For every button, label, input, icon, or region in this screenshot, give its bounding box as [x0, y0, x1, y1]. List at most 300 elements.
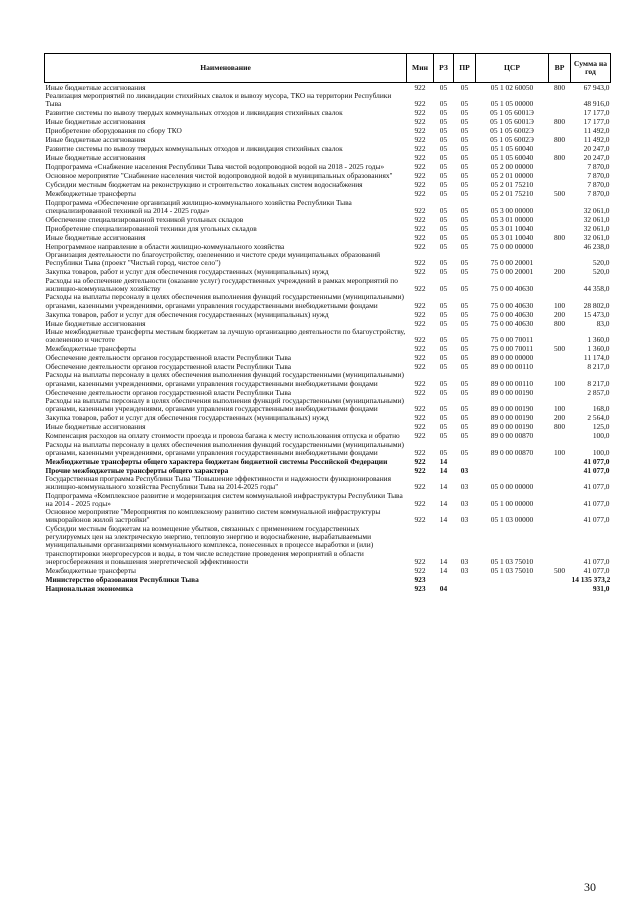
table-row: [45, 457, 611, 466]
cell-vr: [549, 466, 571, 475]
cell-csr: 05 2 01 75210: [490, 189, 534, 199]
cell-pr: 03: [460, 465, 469, 475]
cell-min: 922: [414, 413, 426, 423]
cell-sum: 7 870,0: [587, 180, 610, 190]
cell-vr: [549, 575, 571, 584]
header-min: Мин: [407, 54, 434, 83]
cell-sum: 2 857,0: [587, 387, 610, 397]
cell-vr: [549, 163, 571, 172]
cell-pr: 05: [460, 144, 469, 154]
cell-min: 922: [414, 214, 426, 224]
cell-vr: [549, 127, 571, 136]
table-row: [45, 475, 611, 492]
cell-min: 922: [414, 162, 426, 172]
cell-name: Непрограммное направление в области жилищно-коммунального хозяйства: [45, 241, 285, 251]
cell-sum: 520,0: [592, 258, 610, 268]
cell-sum: 32 061,0: [583, 232, 610, 242]
header-pr: ПР: [454, 54, 476, 83]
cell-name: Межбюджетные трансферты: [45, 565, 136, 575]
cell-rz: 14: [439, 482, 448, 492]
cell-sum: 67 943,0: [583, 82, 610, 92]
table-row: [45, 109, 611, 118]
cell-min: 922: [414, 108, 426, 118]
table-row: [45, 127, 611, 136]
cell-sum: 32 061,0: [583, 214, 610, 224]
cell-csr: 05 3 01 10040: [490, 232, 534, 242]
cell-name: Иные бюджетные ассигнования: [45, 318, 146, 328]
cell-csr: 75 0 00 20001: [490, 267, 534, 277]
cell-sum: 41 077,0: [583, 565, 610, 575]
cell-csr: 05 1 00 00000: [490, 498, 534, 508]
cell-pr: 05: [460, 99, 469, 109]
cell-sum: 8 217,0: [587, 378, 610, 388]
cell-name: Иные бюджетные ассигнования: [45, 422, 146, 432]
cell-name: Обеспечение деятельности органов государственной власти Республики Тыва: [45, 353, 292, 363]
cell-sum: 20 247,0: [583, 153, 610, 163]
cell-sum: 17 177,0: [583, 108, 610, 118]
cell-pr: 05: [460, 362, 469, 372]
header-sum: Сумма на год: [571, 54, 611, 83]
cell-csr: 89 0 00 00110: [490, 378, 534, 388]
cell-rz: 05: [439, 309, 448, 319]
cell-rz: 05: [439, 300, 448, 310]
cell-rz: 05: [439, 362, 448, 372]
cell-vr: [549, 109, 571, 118]
cell-sum: 44 358,0: [583, 283, 610, 293]
cell-vr: [549, 492, 571, 509]
cell-pr: [454, 575, 476, 584]
cell-name: Приобретение специализированной техники для угольных складов: [45, 223, 257, 233]
cell-vr: [549, 199, 571, 216]
cell-csr: 05 2 01 00000: [490, 171, 534, 181]
cell-name: Закупка товаров, работ и услуг для обеспечения государственных (муниципальных) нужд: [45, 309, 329, 319]
table-row: [45, 441, 611, 458]
cell-min: 922: [414, 353, 426, 363]
cell-name: Расходы на выплаты персоналу в целях обеспечения выполнения функций государственными (муниципальными) органами, казенными учреждениями, органами управления государственными внебюджетными фондами: [45, 439, 404, 457]
cell-csr: 05 1 02 60050: [490, 82, 534, 92]
cell-csr: 75 0 00 00000: [490, 241, 534, 251]
table-row: [45, 224, 611, 233]
cell-min: 922: [414, 362, 426, 372]
cell-pr: 05: [460, 344, 469, 354]
table-row: [45, 293, 611, 310]
cell-vr: 800: [553, 117, 566, 127]
cell-name: Иные бюджетные ассигнования: [45, 232, 146, 242]
cell-name: Закупка товаров, работ и услуг для обеспечения государственных (муниципальных) нужд: [45, 413, 329, 423]
table-row: [45, 181, 611, 190]
cell-pr: 05: [460, 117, 469, 127]
cell-rz: 05: [439, 404, 448, 414]
cell-sum: 11 174,0: [583, 353, 610, 363]
cell-vr: 500: [553, 189, 566, 199]
cell-pr: 05: [460, 205, 469, 215]
cell-min: 922: [414, 180, 426, 190]
table-row: [45, 310, 611, 319]
cell-sum: 125,0: [592, 422, 610, 432]
cell-pr: 05: [460, 126, 469, 136]
cell-csr: 89 0 00 00190: [490, 387, 534, 397]
cell-sum: 931,0: [592, 583, 610, 593]
cell-min: 923: [414, 583, 426, 593]
cell-sum: 28 802,0: [583, 300, 610, 310]
cell-vr: 100: [553, 300, 566, 310]
cell-sum: 168,0: [592, 404, 610, 414]
cell-min: 922: [414, 378, 426, 388]
cell-vr: [549, 277, 571, 294]
cell-min: 923: [414, 574, 426, 584]
cell-vr: 800: [553, 82, 566, 92]
cell-vr: [549, 362, 571, 371]
page-number: 30: [584, 880, 596, 894]
cell-vr: 800: [553, 153, 566, 163]
cell-csr: 89 0 00 00870: [490, 447, 534, 457]
cell-min: 922: [414, 232, 426, 242]
cell-min: 922: [414, 135, 426, 145]
cell-csr: 05 2 01 75210: [490, 180, 534, 190]
cell-rz: [434, 575, 454, 584]
table-row: [45, 584, 611, 593]
cell-sum: 41 077,0: [583, 465, 610, 475]
cell-min: 922: [414, 482, 426, 492]
cell-csr: 75 0 00 40630: [490, 283, 534, 293]
table-row: [45, 145, 611, 154]
cell-csr: 75 0 00 20001: [490, 258, 534, 268]
cell-min: 922: [414, 223, 426, 233]
table-row: [45, 251, 611, 268]
cell-rz: 05: [439, 126, 448, 136]
cell-pr: [454, 457, 476, 466]
cell-min: 922: [414, 447, 426, 457]
table-row: [45, 233, 611, 242]
cell-rz: 14: [439, 556, 448, 566]
cell-sum: 20 247,0: [583, 144, 610, 154]
header-vr: ВР: [549, 54, 571, 83]
cell-sum: 14 135 373,2: [571, 574, 611, 584]
cell-sum: 32 061,0: [583, 223, 610, 233]
cell-pr: 05: [460, 378, 469, 388]
cell-pr: 03: [460, 498, 469, 508]
cell-vr: [549, 145, 571, 154]
cell-csr: 05 2 00 00000: [490, 162, 534, 172]
cell-min: 922: [414, 556, 426, 566]
cell-pr: 03: [460, 482, 469, 492]
cell-min: 922: [414, 241, 426, 251]
table-row: [45, 371, 611, 388]
cell-name: Обеспечение специализированной техникой угольных складов: [45, 214, 244, 224]
cell-min: 922: [414, 153, 426, 163]
cell-sum: 15 473,0: [583, 309, 610, 319]
cell-name: Межбюджетные трансферты: [45, 344, 136, 354]
cell-csr: 75 0 00 40630: [490, 309, 534, 319]
cell-vr: 500: [553, 565, 566, 575]
cell-csr: 05 0 00 00000: [490, 482, 534, 492]
table-body: [45, 83, 611, 594]
cell-csr: 05 1 03 00000: [490, 515, 534, 525]
cell-rz: 05: [439, 344, 448, 354]
cell-sum: 46 238,0: [583, 241, 610, 251]
cell-sum: 8 217,0: [587, 362, 610, 372]
cell-min: 922: [414, 267, 426, 277]
cell-rz: 05: [439, 223, 448, 233]
cell-name: Обеспечение деятельности органов государственной власти Республики Тыва: [45, 387, 292, 397]
cell-rz: 05: [439, 180, 448, 190]
cell-pr: 05: [460, 108, 469, 118]
cell-rz: 05: [439, 108, 448, 118]
cell-min: 922: [414, 456, 426, 466]
cell-sum: 100,0: [592, 431, 610, 441]
cell-sum: 32 061,0: [583, 205, 610, 215]
cell-name: Основное мероприятие "Снабжение населения чистой водопроводной водой в муниципальных образованиях": [45, 171, 393, 181]
cell-rz: 14: [439, 515, 448, 525]
cell-csr: 89 0 00 00190: [490, 422, 534, 432]
cell-name: Субсидии местным бюджетам на реконструкцию и строительство локальных систем водоснабжения: [45, 180, 363, 190]
cell-rz: 05: [439, 171, 448, 181]
cell-csr: 75 0 00 40630: [490, 300, 534, 310]
cell-name: Иные бюджетные ассигнования: [45, 135, 146, 145]
cell-rz: 05: [439, 153, 448, 163]
cell-pr: 05: [460, 189, 469, 199]
cell-sum: 11 492,0: [583, 135, 610, 145]
cell-name: Прочие межбюджетные трансферты общего характера: [45, 465, 229, 475]
cell-pr: 05: [460, 404, 469, 414]
cell-pr: 05: [460, 309, 469, 319]
cell-rz: 05: [439, 422, 448, 432]
cell-sum: 7 870,0: [587, 171, 610, 181]
cell-name: Развитие системы по вывозу твердых коммунальных отходов и ликвидация стихийных свалок: [45, 108, 343, 118]
table-row: [45, 414, 611, 423]
cell-pr: [454, 584, 476, 593]
cell-name: Расходы на выплаты персоналу в целях обеспечения выполнения функций государственными (муниципальными) органами, казенными учреждениями, органами управления государственными внебюджетными фондами: [45, 292, 404, 310]
cell-rz: 05: [439, 144, 448, 154]
cell-pr: 05: [460, 300, 469, 310]
cell-rz: 05: [439, 135, 448, 145]
cell-rz: 14: [439, 565, 448, 575]
cell-vr: 100: [553, 378, 566, 388]
cell-pr: 05: [460, 283, 469, 293]
cell-name: Иные бюджетные ассигнования: [45, 153, 146, 163]
cell-pr: 05: [460, 413, 469, 423]
cell-min: 922: [414, 431, 426, 441]
cell-vr: [549, 224, 571, 233]
cell-sum: 2 564,0: [587, 413, 610, 423]
cell-csr: 05 1 05 60040: [490, 153, 534, 163]
cell-vr: [549, 525, 571, 566]
cell-name: Развитие системы по вывозу твердых коммунальных отходов и ликвидация стихийных свалок: [45, 144, 343, 154]
cell-pr: 05: [460, 267, 469, 277]
cell-pr: 03: [460, 515, 469, 525]
cell-rz: 05: [439, 162, 448, 172]
cell-vr: [549, 92, 571, 109]
cell-vr: [549, 172, 571, 181]
cell-pr: 03: [460, 556, 469, 566]
cell-csr: 05 3 01 10040: [490, 223, 534, 233]
table-row: [45, 344, 611, 353]
cell-csr: 05 1 05 6002Э: [490, 126, 534, 136]
cell-min: 922: [414, 189, 426, 199]
cell-vr: 100: [553, 404, 566, 414]
cell-csr: 05 1 05 6001Э: [490, 108, 534, 118]
cell-vr: [549, 181, 571, 190]
cell-rz: 05: [439, 241, 448, 251]
cell-name: Основное мероприятие "Мероприятия по комплексному развитию систем коммунальной инфраструктуры микрорайонов жилой застройки": [45, 507, 381, 525]
cell-name: Компенсация расходов на оплату стоимости проезда и провоза багажа к месту использования отпуска и обратно: [45, 431, 400, 441]
cell-vr: [549, 388, 571, 397]
cell-min: 922: [414, 515, 426, 525]
cell-min: 922: [414, 404, 426, 414]
cell-csr: 05 3 00 00000: [490, 205, 534, 215]
cell-rz: 05: [439, 214, 448, 224]
table-row: [45, 508, 611, 525]
cell-pr: 05: [460, 387, 469, 397]
cell-pr: 05: [460, 241, 469, 251]
cell-vr: 800: [553, 422, 566, 432]
cell-min: 922: [414, 565, 426, 575]
cell-name: Обеспечение деятельности органов государственной власти Республики Тыва: [45, 362, 292, 372]
table-row: [45, 277, 611, 294]
cell-name: Подпрограмма «Снабжение населения Республики Тыва чистой водопроводной водой на 2018 - 2025 годы»: [45, 162, 385, 172]
cell-vr: 800: [553, 232, 566, 242]
cell-rz: 05: [439, 205, 448, 215]
cell-csr: 05 3 01 00000: [490, 214, 534, 224]
cell-min: 922: [414, 117, 426, 127]
header-csr: ЦСР: [476, 54, 549, 83]
cell-name: Национальная экономика: [45, 583, 134, 593]
cell-min: 922: [414, 344, 426, 354]
cell-sum: 11 492,0: [583, 126, 610, 136]
cell-min: 922: [414, 422, 426, 432]
cell-csr: 89 0 00 00190: [490, 404, 534, 414]
table-row: [45, 575, 611, 584]
cell-csr: 75 0 00 40630: [490, 318, 534, 328]
table-row: [45, 566, 611, 575]
cell-pr: 05: [460, 223, 469, 233]
cell-vr: [549, 353, 571, 362]
table-row: [45, 172, 611, 181]
cell-csr: 89 0 00 00190: [490, 413, 534, 423]
cell-sum: 1 360,0: [587, 335, 610, 345]
cell-csr: 89 0 00 00110: [490, 362, 534, 372]
budget-table: [44, 53, 611, 593]
cell-vr: [549, 328, 571, 345]
cell-pr: 05: [460, 232, 469, 242]
cell-pr: 03: [460, 565, 469, 575]
table-header-row: [45, 54, 611, 83]
cell-sum: 41 077,0: [583, 498, 610, 508]
cell-pr: 05: [460, 318, 469, 328]
cell-pr: 05: [460, 82, 469, 92]
cell-csr: 89 0 00 00000: [490, 353, 534, 363]
cell-vr: 100: [553, 447, 566, 457]
cell-pr: 05: [460, 153, 469, 163]
cell-vr: 200: [553, 267, 566, 277]
cell-csr: [476, 457, 549, 466]
cell-pr: 05: [460, 335, 469, 345]
cell-rz: 05: [439, 387, 448, 397]
cell-name: Государственная программа Республики Тыва "Повышение эффективности и надежности функционирования жилищно-коммунального хозяйства Республики Тыва на 2014-2025 годы": [45, 474, 392, 492]
cell-csr: 75 0 00 70011: [490, 335, 534, 345]
cell-sum: 41 077,0: [583, 556, 610, 566]
cell-vr: 200: [553, 309, 566, 319]
cell-csr: 75 0 00 70011: [490, 344, 534, 354]
cell-name: Расходы на обеспечение деятельности (оказание услуг) государственных учреждений в рамках мероприятий по жилищно-коммунальному хозяйству: [45, 275, 398, 293]
cell-csr: 05 1 05 00000: [490, 99, 534, 109]
cell-rz: 05: [439, 232, 448, 242]
header-name: Наименование: [45, 54, 407, 83]
table-row: [45, 397, 611, 414]
cell-pr: 05: [460, 258, 469, 268]
cell-name: Межбюджетные трансферты: [45, 189, 136, 199]
cell-sum: 7 870,0: [587, 189, 610, 199]
table-row: [45, 492, 611, 509]
cell-min: 922: [414, 258, 426, 268]
cell-csr: 89 0 00 00870: [490, 431, 534, 441]
cell-min: 922: [414, 205, 426, 215]
table-row: [45, 215, 611, 224]
cell-name: Иные межбюджетные трансферты местным бюджетам за лучшую организацию деятельности по благоустройству, озеленению и чистоте: [45, 326, 406, 345]
cell-vr: [549, 508, 571, 525]
cell-csr: [476, 584, 549, 593]
cell-csr: 05 1 03 75010: [490, 565, 534, 575]
cell-vr: [549, 251, 571, 268]
cell-name: Расходы на выплаты персоналу в целях обеспечения выполнения функций государственными (муниципальными) органами, казенными учреждениями, органами управления государственными внебюджетными фондами: [45, 370, 404, 388]
cell-rz: 05: [439, 267, 448, 277]
cell-min: 922: [414, 498, 426, 508]
cell-rz: 05: [439, 335, 448, 345]
table-row: [45, 118, 611, 127]
cell-vr: 200: [553, 413, 566, 423]
cell-name: Расходы на выплаты персоналу в целях обеспечения выполнения функций государственными (муниципальными) органами, казенными учреждениями, органами управления государственными внебюджетными фондами: [45, 395, 404, 414]
table-row: [45, 423, 611, 432]
cell-vr: [549, 242, 571, 251]
cell-rz: 14: [439, 465, 448, 475]
cell-name: Подпрограмма «Комплексное развитие и модернизация систем коммунальной инфраструктуры Республики Тыва на 2014 - 2025 годы»: [45, 490, 403, 508]
table-row: [45, 163, 611, 172]
cell-min: 922: [414, 283, 426, 293]
cell-name: Организация деятельности по благоустройству, озеленению и чистоте среди муниципальных образований Республики Тыва (проект "Чистый город, чистое село"): [45, 250, 381, 268]
cell-pr: 05: [460, 162, 469, 172]
cell-sum: 520,0: [592, 267, 610, 277]
cell-pr: 05: [460, 180, 469, 190]
cell-sum: 48 916,0: [583, 99, 610, 109]
cell-vr: 800: [553, 135, 566, 145]
table-row: [45, 92, 611, 109]
cell-vr: [549, 584, 571, 593]
cell-sum: 1 360,0: [587, 344, 610, 354]
cell-name: Закупка товаров, работ и услуг для обеспечения государственных (муниципальных) нужд: [45, 267, 329, 277]
cell-name: Министерство образования Республики Тыва: [45, 574, 199, 584]
cell-vr: 800: [553, 318, 566, 328]
cell-rz: 05: [439, 413, 448, 423]
cell-name: Иные бюджетные ассигнования: [45, 117, 146, 127]
cell-csr: [476, 575, 549, 584]
cell-min: 922: [414, 465, 426, 475]
cell-name: Реализация мероприятий по ликвидации стихийных свалок и вывозу мусора, ТКО на территории Республики Тыва: [45, 91, 392, 109]
cell-pr: 05: [460, 353, 469, 363]
cell-min: 922: [414, 126, 426, 136]
cell-rz: 05: [439, 117, 448, 127]
cell-rz: 05: [439, 378, 448, 388]
cell-csr: 05 1 03 75010: [490, 556, 534, 566]
header-rz: РЗ: [434, 54, 454, 83]
cell-rz: 05: [439, 447, 448, 457]
table-row: [45, 136, 611, 145]
cell-name: Иные бюджетные ассигнования: [45, 82, 146, 92]
cell-sum: 41 077,0: [583, 456, 610, 466]
cell-pr: 05: [460, 171, 469, 181]
cell-vr: [549, 457, 571, 466]
cell-csr: 05 1 05 60040: [490, 144, 534, 154]
cell-pr: 05: [460, 135, 469, 145]
